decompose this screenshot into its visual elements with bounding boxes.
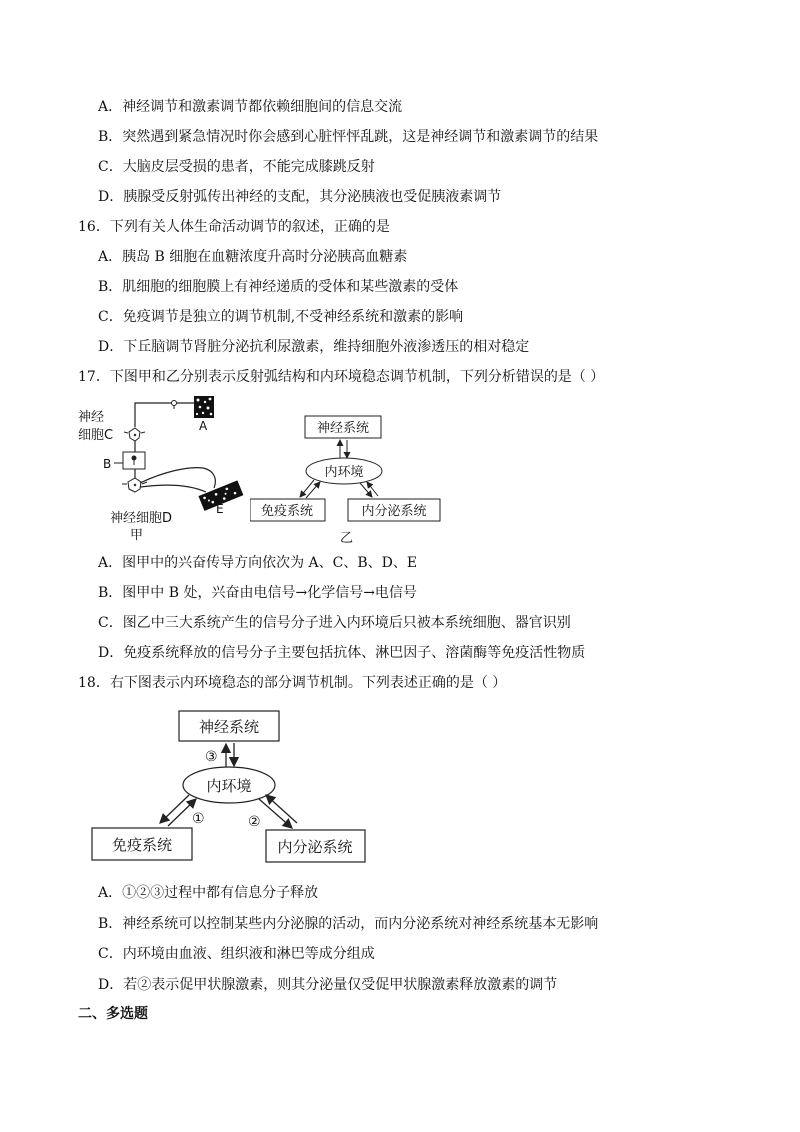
q18-option-d: D．若②表示促甲状腺激素，则其分泌量仅受促甲状腺激素释放激素的调节 xyxy=(98,977,558,993)
q18-option-a: A．①②③过程中都有信息分子释放 xyxy=(98,885,319,901)
q16-stem: 16．下列有关人体生命活动调节的叙述，正确的是 xyxy=(78,219,390,235)
yi-endocrine-label: 内分泌系统 xyxy=(361,504,427,519)
q18-stem: 18．右下图表示内环境稳态的部分调节机制。下列表述正确的是（ ） xyxy=(78,675,507,691)
label-neuron-c-line1: 神经 xyxy=(78,410,105,425)
q15-option-c: C．大脑皮层受损的患者，不能完成膝跳反射 xyxy=(98,159,375,175)
q17-figure-yi xyxy=(250,410,450,550)
q17-option-a: A．图甲中的兴奋传导方向依次为 A、C、B、D、E xyxy=(98,555,418,571)
receptor-a-block xyxy=(194,396,214,418)
neuron-c xyxy=(124,428,145,441)
q18-mark-3: ③ xyxy=(205,749,218,765)
q15-option-d: D．胰腺受反射弧传出神经的支配，其分泌胰液也受促胰液素调节 xyxy=(98,189,502,205)
caption-jia: 甲 xyxy=(130,528,144,542)
q17-stem: 17．下图甲和乙分别表示反射弧结构和内环境稳态调节机制，下列分析错误的是（ ） xyxy=(78,369,605,385)
q18-endocrine-label: 内分泌系统 xyxy=(277,838,353,856)
neuron-d xyxy=(122,478,147,492)
q16-option-c: C．免疫调节是独立的调节机制,不受神经系统和激素的影响 xyxy=(98,309,464,325)
q16-option-d: D．下丘脑调节肾脏分泌抗利尿激素，维持细胞外液渗透压的相对稳定 xyxy=(98,339,530,355)
q18-immune-label: 免疫系统 xyxy=(111,836,173,854)
label-a: A xyxy=(199,419,208,433)
caption-yi: 乙 xyxy=(340,531,354,546)
q18-internal-label: 内环境 xyxy=(206,777,252,795)
q16-option-b: B．肌细胞的细胞膜上有神经递质的受体和某些激素的受体 xyxy=(98,279,459,295)
q17-option-c: C．图乙中三大系统产生的信号分子进入内环境后只被本系统细胞、器官识别 xyxy=(98,615,571,631)
label-neuron-c-line2: 细胞C xyxy=(78,428,114,443)
label-neuron-d: 神经细胞D xyxy=(110,511,173,526)
q18-option-b: B．神经系统可以控制某些内分泌腺的活动，而内分泌系统对神经系统基本无影响 xyxy=(98,916,599,932)
q17-option-b: B．图甲中 B 处，兴奋由电信号→化学信号→电信号 xyxy=(98,585,417,601)
q18-figure xyxy=(88,705,378,870)
yi-nervous-label: 神经系统 xyxy=(316,421,370,436)
q18-mark-2: ② xyxy=(248,814,261,830)
yi-immune-label: 免疫系统 xyxy=(260,504,314,519)
q18-option-c: C．内环境由血液、组织液和淋巴等成分组成 xyxy=(98,946,375,962)
q18-mark-1: ① xyxy=(192,811,205,827)
section-heading-multiple-choice: 二、多选题 xyxy=(78,1006,148,1022)
q17-option-d: D．免疫系统释放的信号分子主要包括抗体、淋巴因子、溶菌酶等免疫活性物质 xyxy=(98,645,586,661)
label-e: E xyxy=(216,502,224,516)
q16-option-a: A．胰岛 B 细胞在血糖浓度升高时分泌胰高血糖素 xyxy=(98,249,408,265)
label-b: B xyxy=(103,457,112,471)
q15-option-b: B．突然遇到紧急情况时你会感到心脏怦怦乱跳，这是神经调节和激素调节的结果 xyxy=(98,129,599,145)
yi-internal-label: 内环境 xyxy=(324,465,364,480)
q17-figure-jia xyxy=(78,392,248,542)
q18-nervous-label: 神经系统 xyxy=(198,718,260,736)
q15-option-a: A．神经调节和激素调节都依赖细胞间的信息交流 xyxy=(98,99,403,115)
